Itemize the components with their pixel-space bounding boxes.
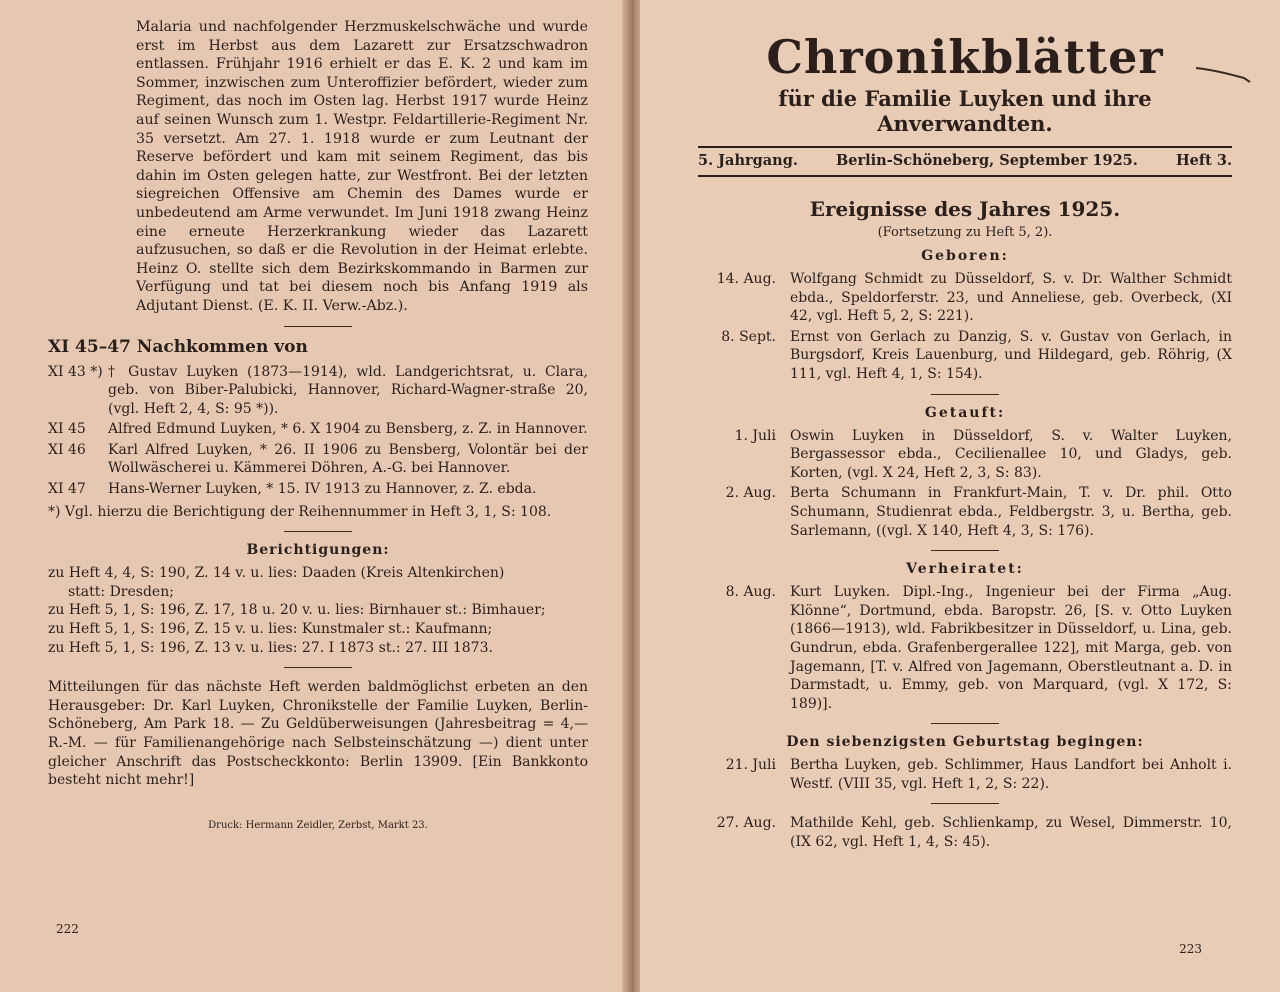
group-heading-born: Geboren: xyxy=(921,248,1009,264)
mitteilungen-paragraph: Mitteilungen für das nächste Heft werden baldmöglichst erbeten an den Herausgeber: Dr. Karl Luyken, Chronikstelle der Familie Luyken, Berlin-Schöneberg, Am Park 18. — Zu Geldüberweisungen (Jahresbeitrag = 4,— R.-M. — für Familienangehörige nach Selbsteinschätzung —) dient unter gleicher Anschrift das Postscheckkonto: Berlin 13909. [Ein Bankkonto besteht nicht mehr!] xyxy=(48,679,588,789)
divider xyxy=(284,326,352,327)
divider xyxy=(284,531,352,532)
correction-line: zu Heft 5, 1, S: 196, Z. 15 v. u. lies: Kunstmaler st.: Kaufmann; xyxy=(48,621,493,638)
genealogy-entry xyxy=(48,480,588,499)
event-entry xyxy=(698,484,1232,540)
right-page xyxy=(640,0,1280,992)
divider xyxy=(931,723,999,724)
event-entry xyxy=(698,583,1232,713)
entry-number: XI 46 xyxy=(48,441,86,458)
entry-text: Karl Alfred Luyken, * 26. II 1906 zu Bensberg, Volontär bei der Wollwäscherei u. Kämmerei Döhren, A.-G. bei Hannover. xyxy=(108,441,588,477)
event-text: Mathilde Kehl, geb. Schlienkamp, zu Wesel, Dimmerstr. 10, (IX 62, vgl. Heft 1, 4, S: 45). xyxy=(790,815,1232,851)
section-title: Ereignisse des Jahres 1925. xyxy=(809,197,1121,221)
entry-number: XI 43 *) xyxy=(48,363,103,380)
entry-number: XI 47 xyxy=(48,481,86,498)
divider xyxy=(931,550,999,551)
printer-imprint: Druck: Hermann Zeidler, Zerbst, Markt 23. xyxy=(208,819,428,831)
event-date: 2. Aug. xyxy=(725,485,776,502)
group-heading-married: Verheiratet: xyxy=(906,561,1024,578)
descendants-heading: XI 45–47 Nachkommen von xyxy=(48,336,308,357)
event-entry xyxy=(698,270,1232,326)
masthead-title: Chronikblätter xyxy=(766,30,1164,84)
entry-text: Hans-Werner Luyken, * 15. IV 1913 zu Hannover, z. Z. ebda. xyxy=(108,481,537,498)
correction-line: zu Heft 5, 1, S: 196, Z. 17, 18 u. 20 v. u. lies: Birnhauer st.: Bimhauer; xyxy=(48,602,546,619)
event-date: 1. Juli xyxy=(734,427,776,444)
entry-text: Alfred Edmund Luyken, * 6. X 1904 zu Bensberg, z. Z. in Hannover. xyxy=(108,421,588,438)
corrections-heading: Berichtigungen: xyxy=(246,542,390,559)
event-entry xyxy=(698,328,1232,384)
event-date: 8. Sept. xyxy=(721,328,776,345)
issue-heft: Heft 3. xyxy=(1175,152,1232,169)
intro-paragraph: Malaria und nachfolgender Herzmuskelschwäche und wurde erst im Herbst aus dem Lazarett zur Ersatzschwadron entlassen. Frühjahr 1916 erhielt er das E. K. 2 und kam im Sommer, inzwischen zum Unteroffizier befördert, wieder zum Regiment, das noch im Osten lag. Herbst 1917 wurde Heinz auf seinen Wunsch zum 1. Westpr. Feldartillerie-Regiment Nr. 35 versetzt. Am 27. 1. 1918 wurde er zum Leutnant der Reserve befördert und kam mit seinem Regiment, das bis dahin im Osten gelegen hatte, zur Westfront. Bei der letzten siegreichen Offensive am Chemin des Dames wurde er unbedeutend am Arme verwundet. Im Juni 1918 zwang Heinz eine erneute Herzerkrankung wieder das Lazarett aufzusuchen, so daß er die Revolution in der Heimat erlebte. Heinz O. stellte sich dem Bezirkskommando in Barmen zur Verfügung und tat bei diesem noch bis Anfang 1919 als Adjutant Dienst. (E. K. II. Verw.-Abz.). xyxy=(136,19,588,314)
event-date: 14. Aug. xyxy=(716,271,776,287)
divider xyxy=(931,394,999,395)
genealogy-entry xyxy=(48,363,588,419)
event-text: Ernst von Gerlach zu Danzig, S. v. Gustav von Gerlach, in Burgsdorf, Kreis Lauenburg, und Hildegard, geb. Röhrig, (X 111, vgl. Heft 4, 1, S: 154). xyxy=(790,328,1232,382)
event-text: Wolfgang Schmidt zu Düsseldorf, S. v. Dr. Walther Schmidt ebda., Speldorferstr. 23, und Anneliese, geb. Overbeck, (XI 42, vgl. Heft 5, 2, S: 221). xyxy=(790,271,1232,325)
event-date: 27. Aug. xyxy=(716,815,776,832)
event-date: 8. Aug. xyxy=(725,584,776,601)
footnote: *) Vgl. hierzu die Berichtigung der Reihennummer in Heft 3, 1, S: 108. xyxy=(48,503,552,520)
divider xyxy=(931,803,999,804)
event-date: 21. Juli xyxy=(725,757,776,774)
left-page xyxy=(0,0,628,992)
issue-year: 5. Jahrgang. xyxy=(698,152,798,169)
entry-number: XI 45 xyxy=(48,421,86,438)
correction-continuation: statt: Dresden; xyxy=(68,583,174,600)
correction-line: zu Heft 4, 4, S: 190, Z. 14 v. u. lies: Daaden (Kreis Altenkirchen) xyxy=(48,565,505,582)
page-number: 222 xyxy=(56,922,79,936)
genealogy-entry xyxy=(48,420,588,439)
pen-mark-icon xyxy=(1194,62,1254,84)
genealogy-entry xyxy=(48,441,588,478)
event-entry xyxy=(698,756,1232,793)
event-text: Bertha Luyken, geb. Schlimmer, Haus Landfort bei Anholt i. Westf. (VIII 35, vgl. Heft 1, 2, S: 22). xyxy=(790,757,1232,792)
masthead-subtitle: für die Familie Luyken und ihre Anverwandten. xyxy=(778,86,1152,136)
event-entry xyxy=(698,814,1232,851)
issue-place-date: Berlin-Schöneberg, September 1925. xyxy=(836,152,1138,169)
correction-line: zu Heft 5, 1, S: 196, Z. 13 v. u. lies: 27. I 1873 st.: 27. III 1873. xyxy=(48,639,493,656)
issue-bar xyxy=(698,146,1232,177)
entry-text: † Gustav Luyken (1873—1914), wld. Landgerichtsrat, u. Clara, geb. von Biber-Palubicki, Hannover, Richard-Wagner-straße 20, (vgl. Heft 2, 4, S: 95 *)). xyxy=(108,363,588,417)
event-text: Oswin Luyken in Düsseldorf, S. v. Walter Luyken, Bergassessor ebda., Cecilienallee 10, und Gladys, geb. Korten, (vgl. X 24, Heft 2, 3, S: 83). xyxy=(790,427,1232,481)
event-text: Kurt Luyken. Dipl.-Ing., Ingenieur bei der Firma „Aug. Klönne“, Dortmund, ebda. Baropstr. 26, [S. v. Otto Luyken (1866—1913), wld. Fabrikbesitzer in Düsseldorf, u. Lina, geb. Gundrun, ebda. Grafenbergerallee 122], mit Marga, geb. von Jagemann, [T. v. Alfred von Jagemann, Oberstleutnant a. D. in Darmstadt, u. Emmy, geb. von Marquard, (vgl. X 172, S: 189)]. xyxy=(790,584,1232,712)
page-number: 223 xyxy=(1179,942,1202,956)
continuation-note: (Fortsetzung zu Heft 5, 2). xyxy=(877,225,1053,240)
group-heading-birthday: Den siebenzigsten Geburtstag begingen: xyxy=(786,734,1144,751)
divider xyxy=(284,667,352,668)
event-entry xyxy=(698,427,1232,483)
group-heading-baptized: Getauft: xyxy=(924,404,1006,421)
event-text: Berta Schumann in Frankfurt-Main, T. v. Dr. phil. Otto Schumann, Studienrat ebda., Feldbergstr. 3, u. Bertha, geb. Sarlemann, ((vgl. X 140, Heft 4, 3, S: 176). xyxy=(790,485,1232,539)
